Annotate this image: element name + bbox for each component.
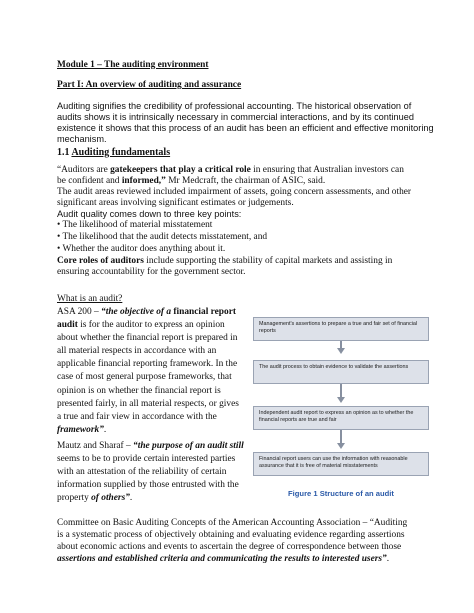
asa-line: all material respects in accordance with an: [57, 346, 217, 357]
figure-box-audit-process: The audit process to obtain evidence to validate the assertions: [253, 360, 429, 384]
intro-line: mechanism.: [57, 134, 107, 144]
body-line: significant areas involving significant estimates or judgements.: [57, 198, 294, 208]
core-roles-line: ensuring accountability for the government sector.: [57, 267, 246, 277]
committee-line: assertions and established criteria and communicating the results to interested users”.: [57, 554, 390, 564]
body-line: Audit quality comes down to three key points:: [57, 209, 242, 219]
figure-arrow: [340, 384, 342, 397]
bullet-item: • The likelihood of material misstatement: [57, 220, 213, 230]
figure-arrow: [340, 341, 342, 348]
asa-line: ASA 200 – “the objective of a financial report: [57, 307, 236, 317]
mautz-line: Mautz and Sharaf – “the purpose of an audit still: [57, 441, 244, 451]
figure-caption: Figure 1 Structure of an audit: [288, 489, 394, 498]
asa-line: framework”.: [57, 424, 107, 435]
figure-arrow-head: [337, 348, 345, 354]
figure-box-audit-report: Independent audit report to express an opinion as to whether the financial reports are true and fair: [253, 406, 429, 430]
bullet-item: • The likelihood that the audit detects misstatement, and: [57, 232, 268, 242]
figure-box-report-users: Financial report users can use the information with reasonable assurance that it is free of material misstatements: [253, 452, 429, 476]
figure-arrow-head: [337, 397, 345, 403]
mautz-line: with an attestation of the reliability of certain: [57, 467, 227, 478]
intro-line: Auditing signifies the credibility of professional accounting. The historical observation of: [57, 101, 412, 111]
asa-line: applicable financial reporting framework. In the: [57, 359, 238, 370]
asa-line: audit is for the auditor to express an opinion: [57, 320, 225, 331]
mautz-line: information supplied by those entrusted with the: [57, 480, 239, 491]
quote-line: “Auditors are gatekeepers that play a critical role in ensuring that Australian investors can: [57, 165, 404, 175]
asa-line: case of most general purpose frameworks, that: [57, 372, 232, 383]
section-title: Auditing fundamentals: [71, 147, 171, 158]
section-number: 1.1: [57, 147, 70, 158]
figure-arrow-head: [337, 443, 345, 449]
asa-line: about whether the financial report is prepared in: [57, 333, 238, 344]
asa-line: a true and fair view in accordance with the: [57, 411, 217, 422]
quote-line: be confident and informed,” Mr Medcraft, the chairman of ASIC, said.: [57, 176, 326, 186]
section-heading: [57, 147, 170, 158]
mautz-definition: [57, 440, 244, 505]
module-title: Module 1 – The auditing environment: [57, 60, 209, 70]
body-line: The audit areas reviewed included impairment of assets, going concern assessments, and other: [57, 187, 412, 197]
committee-line: is a systematic process of objectively obtaining and evaluating evidence regarding assertions: [57, 530, 405, 540]
part-title: Part I: An overview of auditing and assurance: [57, 80, 242, 90]
committee-line: Committee on Basic Auditing Concepts of the American Accounting Association – “Auditing: [57, 518, 408, 528]
intro-line: existence it shows that this process of an audit has been an efficient and effective monitoring: [57, 123, 434, 133]
figure-arrow: [340, 430, 342, 443]
committee-line: about economic actions and events to ascertain the degree of correspondence between those: [57, 542, 402, 552]
core-roles-line: Core roles of auditors include supporting the stability of capital markets and assisting in: [57, 256, 393, 266]
mautz-line: seems to be to provide certain interested parties: [57, 454, 236, 465]
bullet-item: • Whether the auditor does anything about it.: [57, 244, 226, 254]
intro-line: audits shows it is intrinsically necessary in commercial interactions, and by its continued: [57, 112, 414, 122]
figure-box-management-assertions: Management's assertions to prepare a true and fair set of financial reports: [253, 317, 429, 341]
what-is-audit-heading: What is an audit?: [57, 294, 123, 304]
asa-line: presented fairly, in all material respects, or gives: [57, 398, 239, 409]
asa-line: opinion is on whether the financial report is: [57, 385, 221, 396]
asa-definition: [57, 306, 239, 437]
mautz-line: property of others”.: [57, 493, 133, 504]
